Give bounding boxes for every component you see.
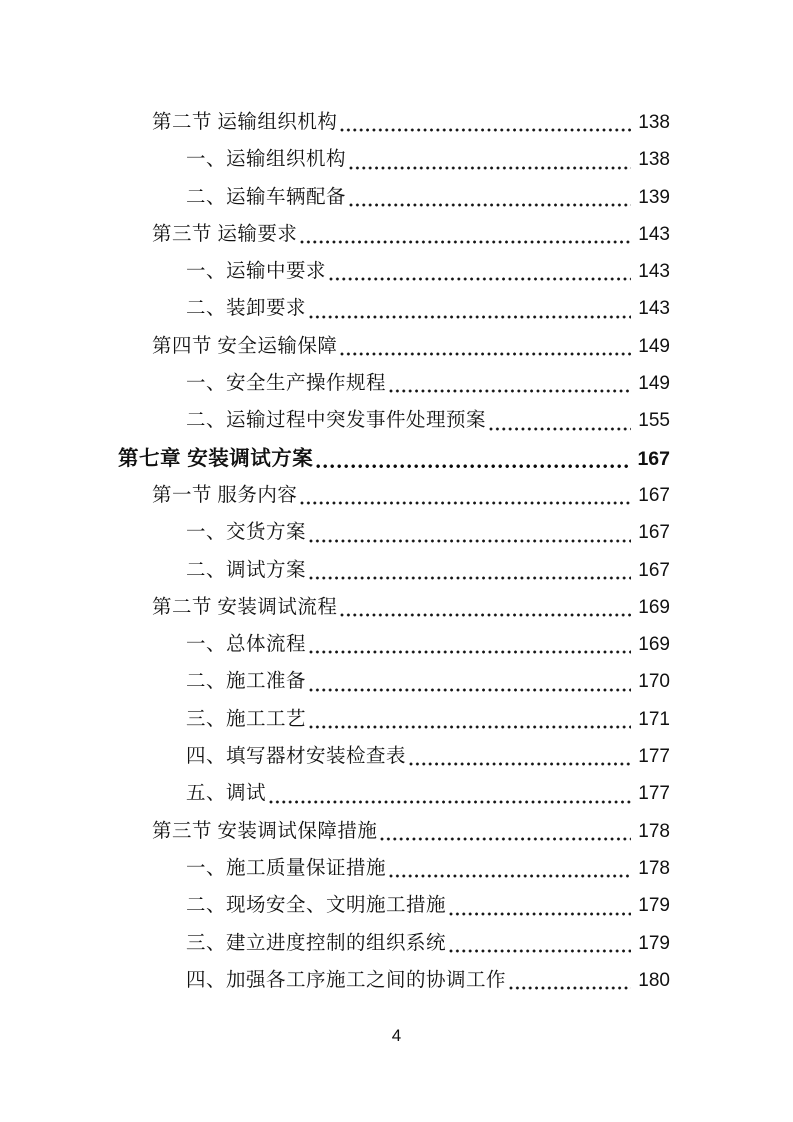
toc-entry-page: 171	[638, 708, 670, 730]
dot-leader	[380, 837, 631, 841]
toc-entry[interactable]	[118, 701, 670, 738]
toc-entry-page: 167	[638, 484, 670, 506]
toc-entry-page: 179	[638, 932, 670, 954]
toc-entry-title: 第三节 运输要求	[152, 223, 298, 245]
toc-entry[interactable]	[118, 589, 670, 626]
toc-entry-title: 二、施工准备	[186, 671, 307, 693]
toc-entry-page: 179	[638, 895, 670, 917]
dot-leader	[329, 277, 631, 281]
toc-entry-title: 一、施工质量保证措施	[186, 857, 387, 879]
dot-leader	[509, 986, 631, 990]
toc-entry[interactable]	[118, 141, 670, 178]
toc-entry[interactable]	[118, 887, 670, 924]
toc-entry-title: 一、安全生产操作规程	[186, 373, 387, 395]
toc-entry-page: 178	[638, 857, 670, 879]
toc-entry-page: 167	[637, 447, 670, 470]
dot-leader	[300, 501, 631, 505]
dot-leader	[309, 650, 631, 654]
dot-leader	[449, 912, 631, 916]
toc-entry[interactable]	[118, 216, 670, 253]
toc-entry-title: 五、调试	[186, 783, 267, 805]
dot-leader	[349, 203, 631, 207]
toc-entry[interactable]	[118, 104, 670, 141]
toc-entry-title: 第一节 服务内容	[152, 484, 298, 506]
toc-entry-title: 四、加强各工序施工之间的协调工作	[186, 969, 507, 991]
toc-entry-page: 143	[638, 298, 670, 320]
toc-entry[interactable]	[118, 813, 670, 850]
toc-entry-title: 三、施工工艺	[186, 708, 307, 730]
toc-entry-title: 第七章 安装调试方案	[118, 446, 314, 470]
dot-leader	[300, 240, 631, 244]
dot-leader	[449, 949, 631, 953]
toc-entry-page: 138	[638, 112, 670, 133]
page-number: 4	[391, 1026, 402, 1045]
toc-entry[interactable]	[118, 514, 670, 551]
toc-entry-title: 二、运输车辆配备	[186, 186, 347, 208]
dot-leader	[309, 725, 631, 729]
page-footer	[0, 1026, 793, 1046]
dot-leader	[340, 613, 631, 617]
dot-leader	[316, 464, 630, 469]
toc-entry-page: 177	[638, 746, 670, 768]
toc-entry-title: 二、调试方案	[186, 559, 307, 581]
toc-entry-title: 二、装卸要求	[186, 298, 307, 320]
toc-entry-page: 138	[638, 149, 670, 171]
toc-entry-title: 一、交货方案	[186, 522, 307, 544]
dot-leader	[409, 762, 631, 766]
toc-entry[interactable]	[118, 850, 670, 887]
toc-entry-page: 143	[638, 223, 670, 245]
dot-leader	[340, 352, 631, 356]
toc-entry-title: 第三节 安装调试保障措施	[152, 820, 378, 842]
toc-entry-title: 第二节 运输组织机构	[152, 112, 338, 133]
toc-entry-page: 143	[638, 261, 670, 283]
toc-entry[interactable]	[118, 365, 670, 402]
toc-entry-title: 二、现场安全、文明施工措施	[186, 895, 447, 917]
toc-entry[interactable]	[118, 738, 670, 775]
dot-leader	[389, 389, 631, 393]
dot-leader	[340, 128, 631, 132]
toc-entry[interactable]	[118, 925, 670, 962]
toc-entry[interactable]	[118, 663, 670, 700]
dot-leader	[389, 874, 631, 878]
toc-entry-title: 一、运输中要求	[186, 261, 327, 283]
toc-entry-page: 177	[638, 783, 670, 805]
toc-entry-page: 180	[638, 969, 670, 991]
toc-entry-page: 149	[638, 373, 670, 395]
toc-entry[interactable]	[118, 179, 670, 216]
toc-entry-title: 三、建立进度控制的组织系统	[186, 932, 447, 954]
dot-leader	[269, 800, 631, 804]
dot-leader	[349, 166, 631, 170]
toc-entry-page: 169	[638, 596, 670, 618]
toc-entry[interactable]	[118, 402, 670, 439]
toc-entry-page: 167	[638, 522, 670, 544]
toc-entry-title: 四、填写器材安装检查表	[186, 746, 407, 768]
toc-entry-page: 149	[638, 335, 670, 357]
toc-entry[interactable]	[118, 440, 670, 477]
dot-leader	[309, 688, 631, 692]
toc-entry[interactable]	[118, 775, 670, 812]
dot-leader	[489, 427, 631, 431]
toc-entry-page: 169	[638, 634, 670, 656]
toc-entry-title: 第四节 安全运输保障	[152, 335, 338, 357]
toc-entry-title: 第二节 安装调试流程	[152, 596, 338, 618]
toc-entry[interactable]	[118, 328, 670, 365]
toc-entry[interactable]	[118, 253, 670, 290]
toc-entry-title: 一、运输组织机构	[186, 149, 347, 171]
dot-leader	[309, 539, 631, 543]
toc-entry-page: 170	[638, 671, 670, 693]
toc-entry-title: 一、总体流程	[186, 634, 307, 656]
toc-entry[interactable]	[118, 962, 670, 999]
dot-leader	[309, 315, 631, 319]
toc-entry-page: 139	[638, 186, 670, 208]
toc-entry-page: 167	[638, 559, 670, 581]
toc-entry[interactable]	[118, 290, 670, 327]
dot-leader	[309, 576, 631, 580]
toc-entry-title: 二、运输过程中突发事件处理预案	[186, 410, 487, 432]
toc-entry[interactable]	[118, 626, 670, 663]
toc-list	[118, 104, 670, 999]
toc-entry-page: 178	[638, 820, 670, 842]
toc-entry[interactable]	[118, 477, 670, 514]
toc-entry[interactable]	[118, 552, 670, 589]
toc-entry-page: 155	[638, 410, 670, 432]
